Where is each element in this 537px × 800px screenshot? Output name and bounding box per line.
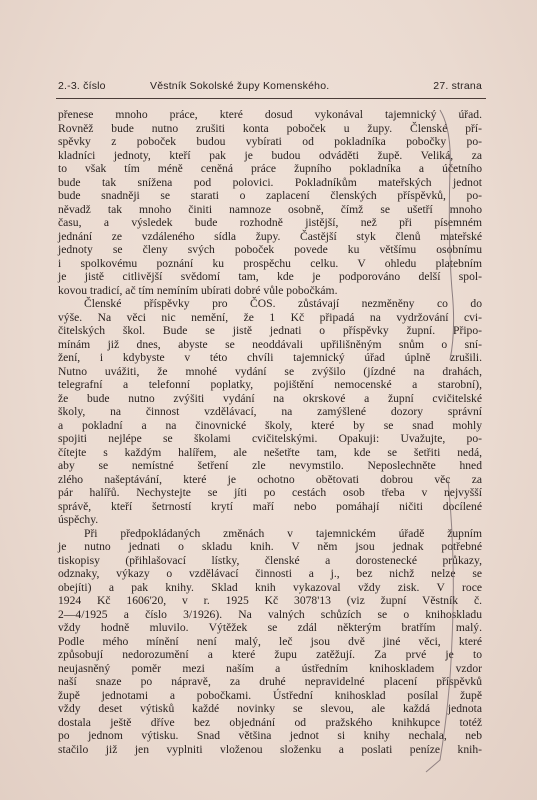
text-line: bude snadněji se starati o zaplacení členských příspěvků, po- xyxy=(58,189,482,202)
text-line: správě, kteří šetrností krytí maří nebo pomáhají ničiti docílené xyxy=(58,499,482,513)
text-line: Rovněž bude nutno zrušiti konta poboček u župy. Členské pří- xyxy=(58,121,482,135)
text-line: jednání ze vzdáleného sídla župy. Častější styk členů mateřské xyxy=(58,229,482,243)
text-line: kovou tradicí, ač tím nemíním ubírati dobré vůle pobočkám. xyxy=(58,283,338,297)
text-line: výše. Na věci nic nemění, že 1 Kč připadá na vydržování cvi- xyxy=(58,310,482,324)
header-rule xyxy=(56,98,486,99)
paragraph-first-line: Při předpokládaných změnách v tajemnickém úřadě župním xyxy=(84,526,482,540)
page-number: 27. strana xyxy=(433,80,482,92)
text-line: pár halířů. Nechystejte se jíti po cestách osob třeba v nejvyšší xyxy=(58,486,482,499)
text-line: že bude nutno zvýšiti vydání na okrskové a župní cvičitelské xyxy=(58,391,482,405)
text-line: spojiti nejlépe se školami cvičitelskými. Opakuji: Uvažujte, po- xyxy=(58,432,482,445)
text-line: bude tak snížena pod polovici. Pokladníkům mateřských jednot xyxy=(58,175,482,189)
text-line: po jednom výtisku. Snad většina jednot si knihy nechala, neb xyxy=(58,729,482,742)
text-line: 1924 Kč 1606'20, v r. 1925 Kč 3078'13 (viz župní Věstník č. xyxy=(58,594,482,607)
text-line: je nutno jednati o skladu knih. V něm jsou jednak potřebné xyxy=(58,540,482,553)
text-line: Podle mého mínění není malý, leč jsou dvě jiné věci, které xyxy=(58,634,482,648)
article-body xyxy=(58,108,482,756)
journal-title: Věstník Sokolské župy Komenského. xyxy=(150,80,330,92)
text-line: stačilo již jen vyplniti vloženou složenku a poslati peníze knih- xyxy=(58,742,482,756)
text-line: 2—4/1925 a číslo 3/1926). Na valných schůzích se o knihoskladu xyxy=(58,607,482,621)
text-line: je jistě citlivější svědomí tam, kde je podporováno delší spol- xyxy=(58,270,482,283)
text-line: tiskopisy (přihlašovací lístky, členské a dorostenecké průkazy, xyxy=(58,553,482,567)
text-line: a pokladní a na činovnické školy, které by se snad mohly xyxy=(58,418,482,432)
text-line: mínám již dnes, abyste se neoddávali upřilišněným snům o sní- xyxy=(58,337,482,351)
text-line: čítejte s každým halířem, ale nešetřte tam, kde se šetřiti nedá, xyxy=(58,445,482,459)
text-line: zlého našeptávání, které je ochotno obětovati dobrou věc za xyxy=(58,472,482,486)
text-line: neujasněný poměr mezi naším a ústředním knihoskladem vzdor xyxy=(58,661,482,675)
text-line: školy, na činnost vzdělávací, na zamýšlené dozory správní xyxy=(58,405,482,418)
text-line: jednoty se členy svých poboček povede ku většímu osobnímu xyxy=(58,243,482,256)
issue-number: 2.-3. číslo xyxy=(58,80,106,92)
text-line: župě jednotami a pobočkami. Ústřední knihosklad posílal župě xyxy=(58,688,482,702)
text-line: kladníci jednoty, kteří pak je budou odváděti župě. Veliká, za xyxy=(58,148,482,162)
text-line: telegrafní a telefonní poplatky, pojištění nemocenské a starobní), xyxy=(58,378,482,391)
text-line: obejíti) a pak knihy. Sklad knih vykazoval vždy zisk. V roce xyxy=(58,580,482,594)
text-line: odznaky, výkazy o vzdělávací činnosti a j., bez nichž nelze se xyxy=(58,567,482,580)
text-line: způsobují nedorozumění a které župu zatěžují. Za prvé je to xyxy=(58,648,482,661)
text-line: vždy hodně mluvilo. Výtěžek se zdál některým bratřím malý. xyxy=(58,621,482,634)
running-header xyxy=(58,80,482,94)
text-line: žení, i kdybyste v této chvíli tajemnický úřad úplně zrušili. xyxy=(58,351,482,364)
text-line: něvadž tak mnoho činiti namnoze osobně, čímž se ušetří mnoho xyxy=(58,202,482,216)
text-line: vždy deset výtisků každé novinky se slevou, ale každá jednota xyxy=(58,702,482,715)
text-line: Nutno uvážiti, že mnohé vydání se zvýšilo (jízdné na drahách, xyxy=(58,364,482,378)
text-line: naší snaze po nápravě, za druhé nepravidelné placení příspěvků xyxy=(58,675,482,688)
text-line: přenese mnoho práce, které dosud vykonával tajemnický úřad. xyxy=(58,108,482,121)
text-line: dostala ještě dříve bez objednání od pražského knihkupce totéž xyxy=(58,715,482,729)
text-line: úspěchy. xyxy=(58,513,99,526)
text-line: aby se nemístné šetření zle nevymstilo. Neposlechněte hned xyxy=(58,459,482,472)
paragraph-first-line: Členské příspěvky pro ČOS. zůstávají nezměněny co do xyxy=(84,297,482,310)
text-line: i spolkovému poznání ku prospěchu celku. V ohledu platebním xyxy=(58,256,482,270)
text-line: spěvky z poboček budou vybírati od pokladníka pobočky po- xyxy=(58,135,482,148)
text-line: času, a výsledek bude rozhodně jistější, než při písemném xyxy=(58,216,482,229)
text-line: čitelských škol. Bude se jistě jednati o příspěvky župní. Připo- xyxy=(58,324,482,337)
text-line: to však tím méně ceněná práce župního pokladníka a účetního xyxy=(58,162,482,175)
